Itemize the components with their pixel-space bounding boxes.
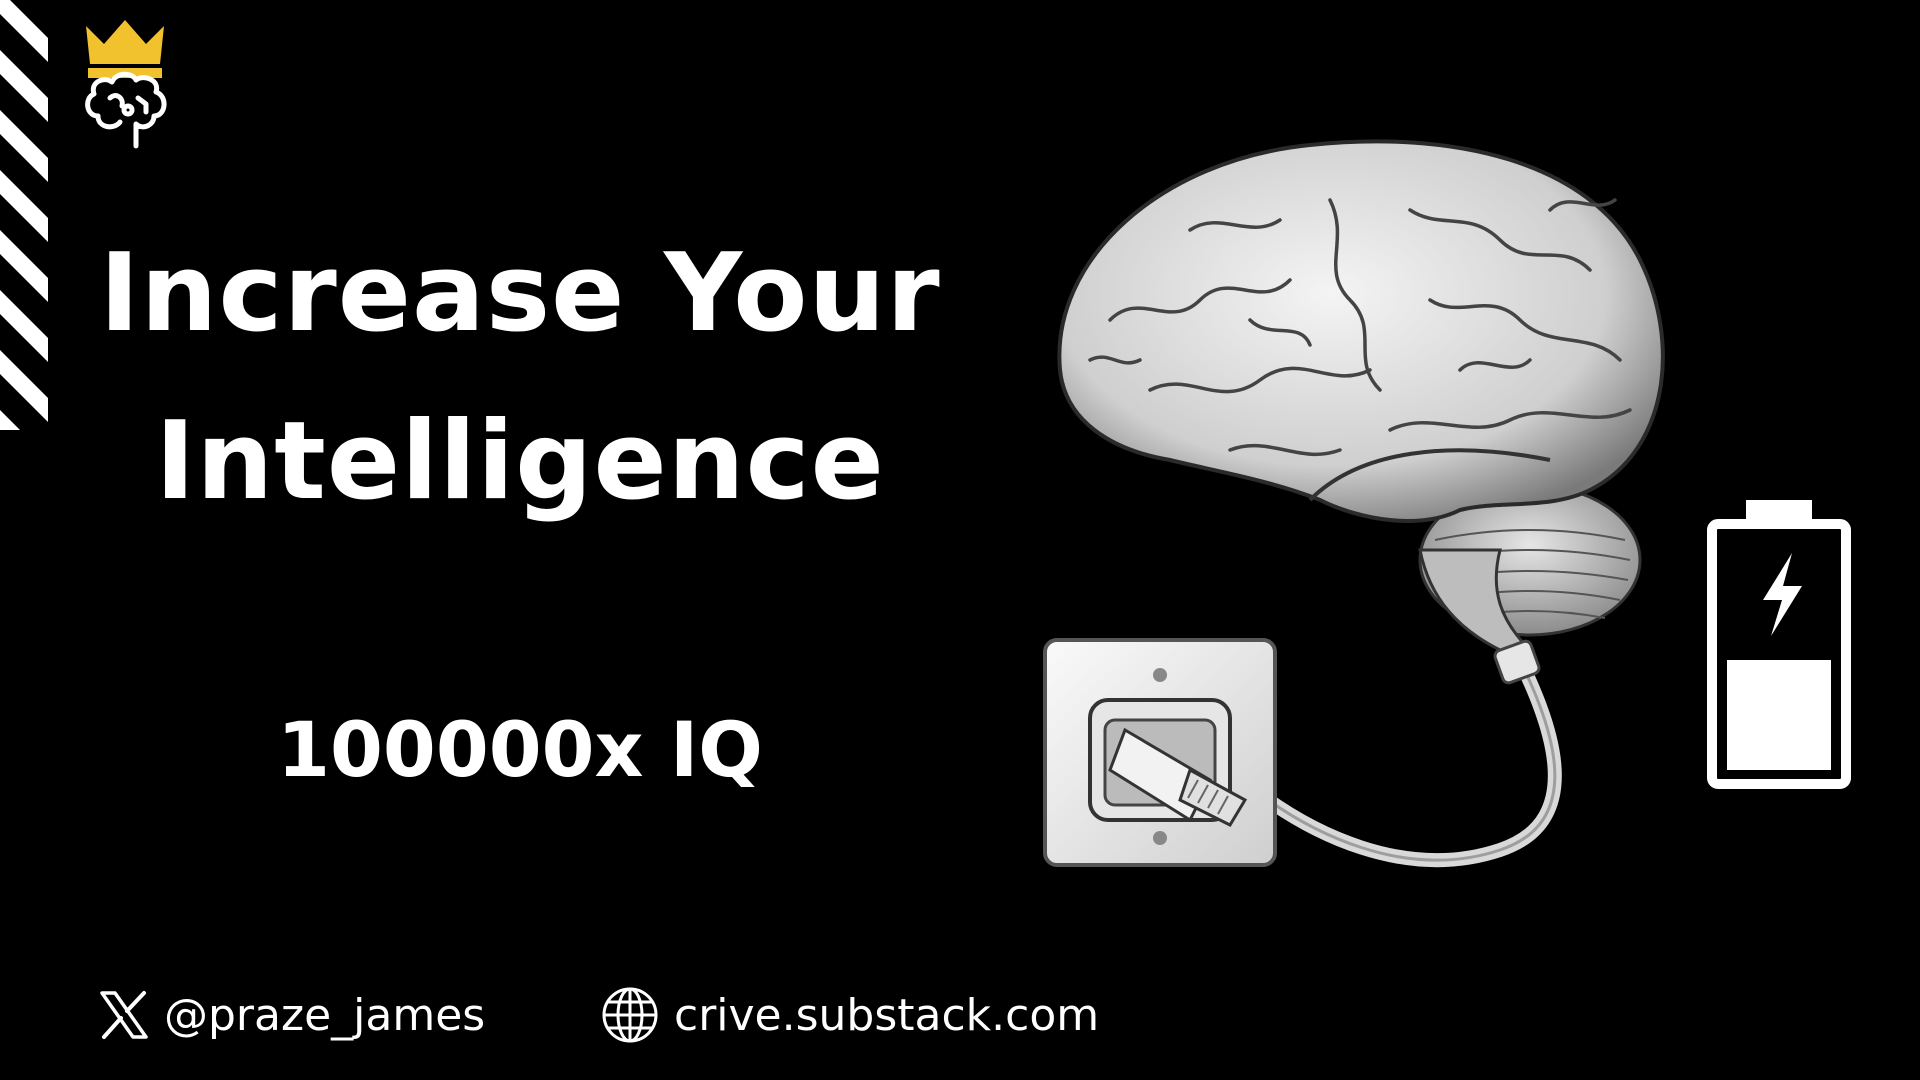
- website-text: crive.substack.com: [674, 989, 1100, 1041]
- cerebrum: [1059, 141, 1662, 521]
- globe-icon: [600, 985, 660, 1045]
- brain-icon: [88, 74, 164, 146]
- twitter-handle-text: @praze_james: [164, 989, 486, 1041]
- website-link[interactable]: [600, 985, 1099, 1045]
- headline: [40, 210, 1000, 546]
- crown-icon: [86, 20, 164, 78]
- brain-plugged-in-illustration: [1030, 120, 1910, 960]
- battery-charging-icon: [1712, 500, 1846, 784]
- headline-line-2: Intelligence: [155, 399, 885, 524]
- headline-line-1: Increase Your: [99, 231, 941, 356]
- x-logo-icon: [98, 989, 150, 1041]
- twitter-handle-link[interactable]: [98, 985, 485, 1045]
- crowned-brain-logo-icon: [80, 18, 170, 153]
- subheadline: 100000x IQ: [277, 705, 763, 794]
